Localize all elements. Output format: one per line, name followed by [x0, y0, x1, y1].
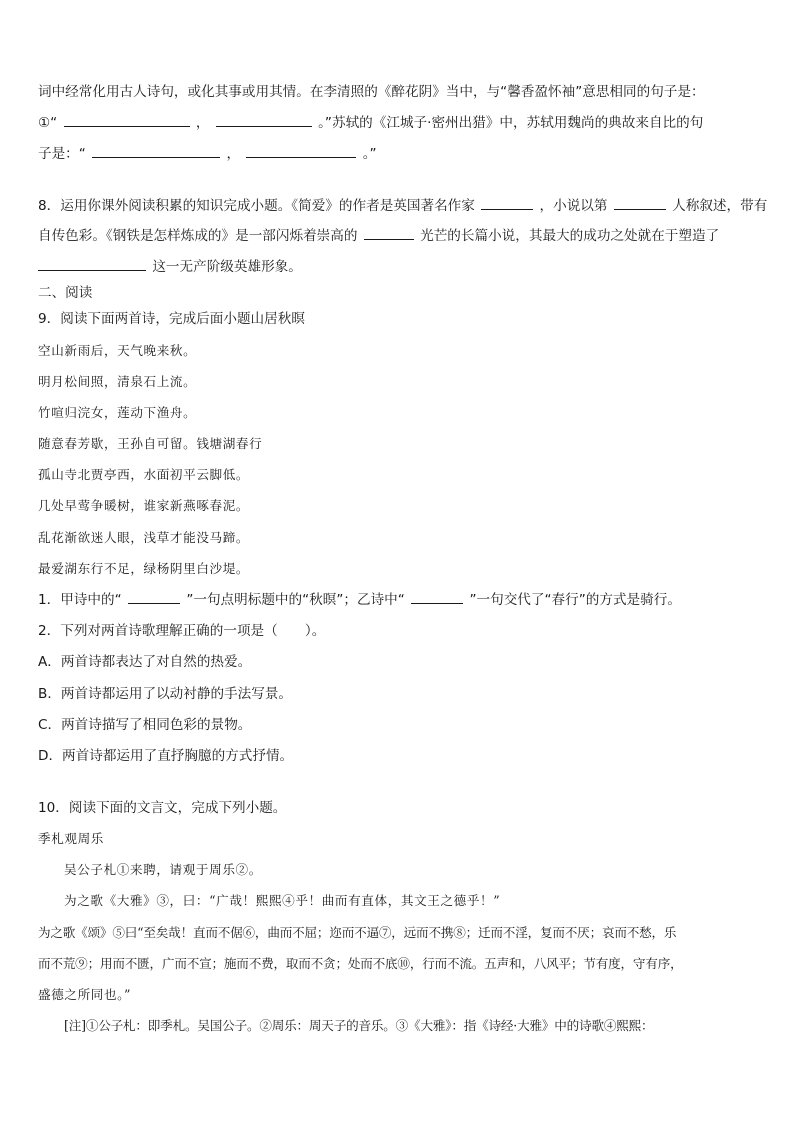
text-line — [38, 230, 719, 244]
text-run: 子是：“ — [38, 146, 86, 162]
text-run: ， — [195, 115, 210, 131]
answer-blank[interactable] — [64, 125, 190, 127]
poem-line: 明月松间照，清泉石上流。 — [38, 374, 197, 389]
passage-title: 季札观周乐 — [38, 831, 104, 846]
text-run: ”一句交代了“春行”的方式是骑行。 — [469, 592, 681, 608]
sub-question-1 — [38, 594, 681, 608]
option-c[interactable]: C．两首诗描写了相同色彩的景物。 — [38, 717, 252, 733]
answer-blank[interactable] — [614, 208, 666, 210]
passage-line: 而不荒⑨；用而不匮，广而不宣；施而不费，取而不贪；处而不底⑩，行而不流。五声和，八风平；节有度，守有序， — [38, 956, 683, 971]
text-run: ①“ — [38, 115, 58, 131]
answer-blank[interactable] — [246, 156, 356, 158]
passage-line: 为之歌《大雅》③，曰：“广哉！熙熙④乎！曲而有直体，其文王之德乎！” — [64, 893, 501, 908]
text-run: ， — [226, 146, 241, 162]
passage-line: 盛德之所同也。” — [38, 987, 132, 1002]
poem-line: 孤山寺北贾亭西，水面初平云脚低。 — [38, 467, 250, 482]
poem-line: 乱花渐欲迷人眼，浅草才能没马蹄。 — [38, 530, 250, 545]
text-run: 8．运用你课外阅读积累的知识完成小题。《简爱》的作者是英国著名作家 — [38, 198, 475, 214]
text-line — [38, 261, 302, 275]
answer-blank[interactable] — [411, 602, 463, 604]
answer-blank[interactable] — [481, 208, 533, 210]
question-10: 10．阅读下面的文言文，完成下列小题。 — [38, 800, 287, 816]
question-8 — [38, 200, 767, 214]
text-run: 人称叙述，带有 — [672, 198, 768, 214]
answer-blank[interactable] — [128, 602, 180, 604]
option-a[interactable]: A．两首诗都表达了对自然的热爱。 — [38, 654, 252, 670]
passage-note: [注]①公子札：即季札。吴国公子。②周乐：周天子的音乐。③《大雅》：指《诗经·大雅》中的诗歌④熙熙： — [64, 1018, 654, 1033]
text-line: 词中经常化用古人诗句，或化其事或用其情。在李清照的《醉花阴》当中，与“馨香盈怀袖”意思相同的句子是： — [38, 84, 705, 100]
question-9: 9．阅读下面两首诗，完成后面小题山居秋暝 — [38, 311, 305, 327]
option-b[interactable]: B．两首诗都运用了以动衬静的手法写景。 — [38, 686, 293, 702]
text-run: 这一无产阶级英雄形象。 — [152, 259, 302, 275]
text-run: 。”苏轼的《江城子·密州出猎》中，苏轼用魏尚的典故来自比的句 — [318, 115, 704, 131]
text-run: 自传色彩。《钢铁是怎样炼成的》是一部闪烁着崇高的 — [38, 228, 358, 244]
text-run: 。” — [362, 146, 377, 162]
passage-line: 为之歌《颂》⑤曰“至矣哉！直而不倨⑥，曲而不屈；迩而不逼⑦，远而不携⑧；迁而不淫，复而不厌；哀而不愁，乐 — [38, 925, 677, 940]
passage-line: 吴公子札①来聘，请观于周乐②。 — [64, 862, 262, 877]
option-d[interactable]: D．两首诗都运用了直抒胸臆的方式抒情。 — [38, 748, 294, 764]
sub-question-2: 2．下列对两首诗歌理解正确的一项是（ ）。 — [38, 623, 326, 639]
answer-blank[interactable] — [216, 125, 312, 127]
poem-line: 几处早莺争暖树，谁家新燕啄春泥。 — [38, 498, 250, 513]
text-line — [38, 148, 377, 162]
poem-line: 空山新雨后，天气晚来秋。 — [38, 343, 197, 358]
answer-blank[interactable] — [364, 238, 414, 240]
text-run: ”一句点明标题中的“秋暝”；乙诗中“ — [186, 592, 405, 608]
text-run: ，小说以第 — [539, 198, 608, 214]
text-line — [38, 117, 703, 131]
answer-blank[interactable] — [92, 156, 220, 158]
section-heading: 二、阅读 — [38, 285, 93, 301]
text-run: 光芒的长篇小说，其最大的成功之处就在于塑造了 — [420, 228, 720, 244]
text-run: 1．甲诗中的“ — [38, 592, 122, 608]
poem-line: 竹喧归浣女，莲动下渔舟。 — [38, 405, 197, 420]
answer-blank[interactable] — [38, 269, 146, 271]
poem-line: 最爱湖东行不足，绿杨阴里白沙堤。 — [38, 561, 250, 576]
poem-line: 随意春芳歇，王孙自可留。钱塘湖春行 — [38, 436, 263, 451]
